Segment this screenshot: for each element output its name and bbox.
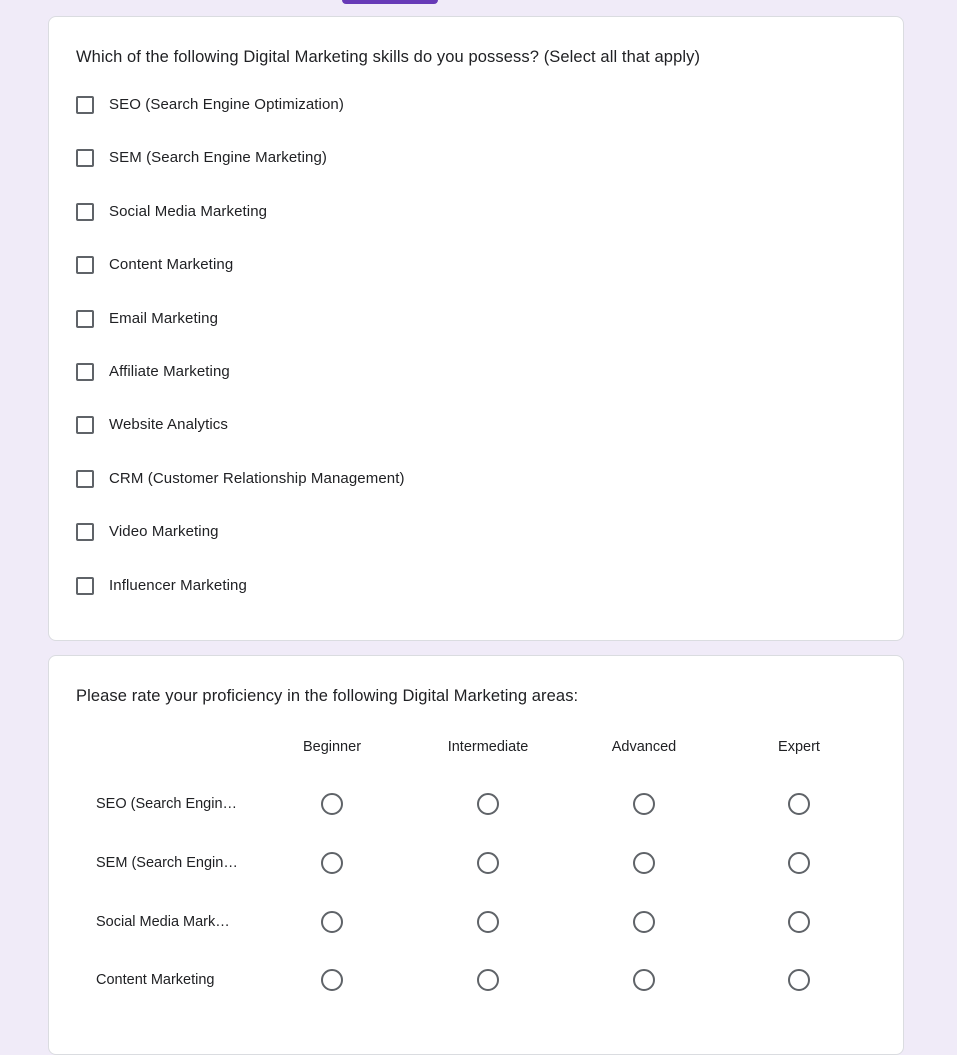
grid-column-header: Advanced <box>611 739 677 755</box>
radio-button[interactable] <box>633 852 655 874</box>
active-tab-indicator <box>342 0 438 4</box>
radio-button[interactable] <box>321 969 343 991</box>
question-card-skills <box>48 16 904 641</box>
checkbox-option[interactable] <box>76 522 405 575</box>
grid-row-label: SEM (Search Engin… <box>96 855 238 871</box>
radio-button[interactable] <box>321 852 343 874</box>
radio-button[interactable] <box>788 793 810 815</box>
grid-column-header: Beginner <box>302 739 362 755</box>
checkbox[interactable] <box>76 203 94 221</box>
checkbox-option[interactable] <box>76 576 405 629</box>
question-card-proficiency <box>48 655 904 1055</box>
option-label: SEM (Search Engine Marketing) <box>109 149 327 167</box>
radio-button[interactable] <box>321 911 343 933</box>
checkbox-option[interactable] <box>76 469 405 522</box>
grid-column-header: Expert <box>778 739 820 755</box>
checkbox-option[interactable] <box>76 415 405 468</box>
radio-button[interactable] <box>788 852 810 874</box>
checkbox[interactable] <box>76 523 94 541</box>
radio-button[interactable] <box>477 969 499 991</box>
checkbox[interactable] <box>76 577 94 595</box>
radio-grid <box>49 656 903 1054</box>
option-label: Social Media Marketing <box>109 202 268 220</box>
option-label: CRM (Customer Relationship Management) <box>109 469 405 487</box>
option-label: SEO (Search Engine Optimization) <box>109 96 344 113</box>
checkbox-option[interactable] <box>76 362 405 415</box>
option-label: Affiliate Marketing <box>109 362 230 380</box>
checkbox[interactable] <box>76 256 94 274</box>
checkbox[interactable] <box>76 149 94 167</box>
option-label: Website Analytics <box>109 416 228 434</box>
option-label: Influencer Marketing <box>109 576 247 594</box>
grid-row-label: SEO (Search Engin… <box>96 796 238 812</box>
checkbox-option[interactable] <box>76 95 405 148</box>
option-label: Content Marketing <box>109 256 234 274</box>
checkbox[interactable] <box>76 96 94 114</box>
option-label: Video Marketing <box>109 523 219 541</box>
radio-button[interactable] <box>477 911 499 933</box>
checkbox[interactable] <box>76 416 94 434</box>
radio-button[interactable] <box>477 852 499 874</box>
option-label: Email Marketing <box>109 309 219 327</box>
checkbox-option[interactable] <box>76 309 405 362</box>
checkbox-option[interactable] <box>76 148 405 201</box>
checkbox[interactable] <box>76 310 94 328</box>
radio-button[interactable] <box>633 793 655 815</box>
radio-button[interactable] <box>321 793 343 815</box>
grid-row-label: Content Marketing <box>96 972 215 988</box>
question-title: Please rate your proficiency in the following Digital Marketing areas: <box>76 687 579 705</box>
radio-button[interactable] <box>788 969 810 991</box>
question-title: Which of the following Digital Marketing skills do you possess? (Select all that apply) <box>76 48 701 66</box>
checkbox-option[interactable] <box>76 202 405 255</box>
radio-button[interactable] <box>633 969 655 991</box>
checkbox[interactable] <box>76 470 94 488</box>
grid-column-header: Intermediate <box>447 739 529 755</box>
checkbox-options-list <box>76 95 405 629</box>
grid-row-label: Social Media Mark… <box>96 914 230 930</box>
radio-button[interactable] <box>633 911 655 933</box>
radio-button[interactable] <box>788 911 810 933</box>
checkbox[interactable] <box>76 363 94 381</box>
checkbox-option[interactable] <box>76 255 405 308</box>
radio-button[interactable] <box>477 793 499 815</box>
